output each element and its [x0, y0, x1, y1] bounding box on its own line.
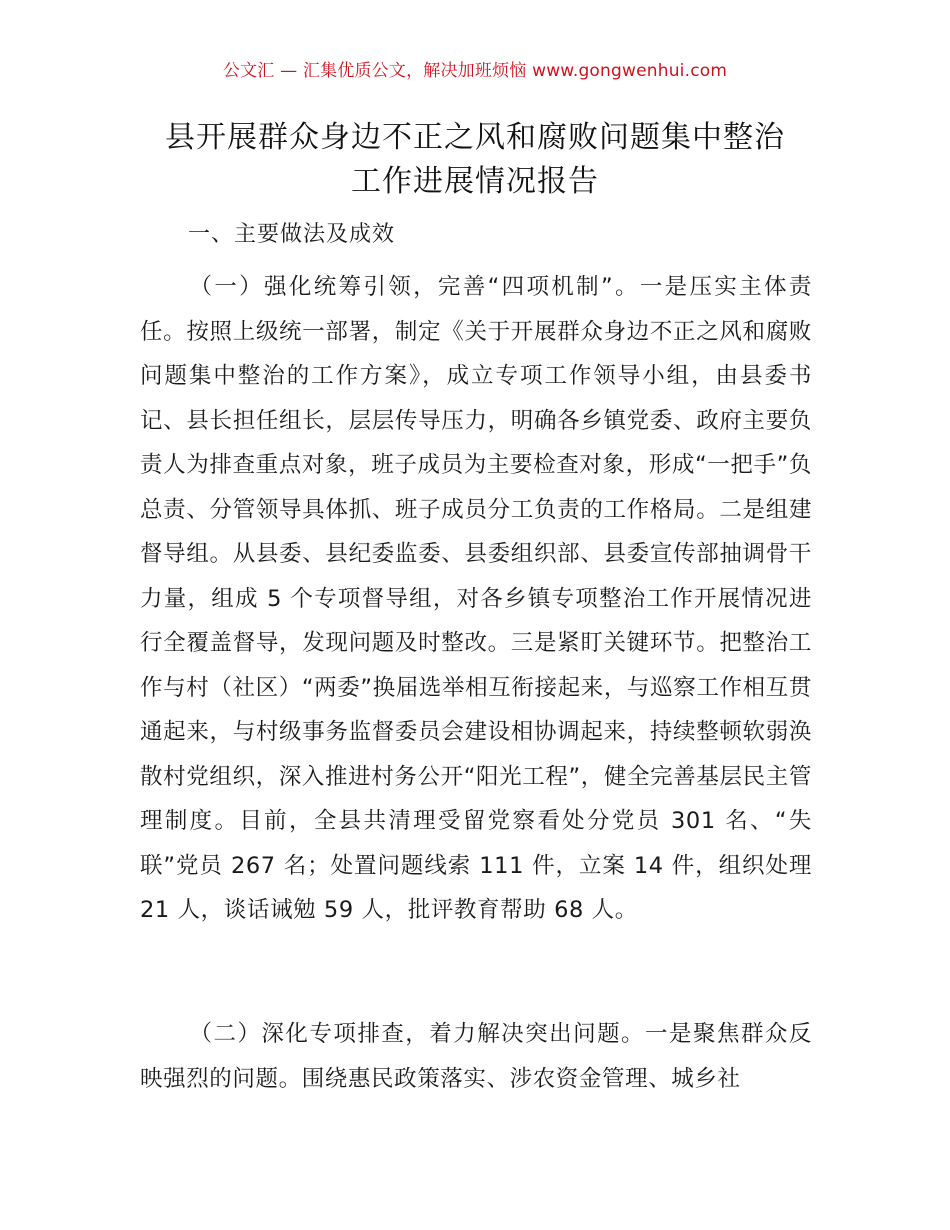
title-line-1: 县开展群众身边不正之风和腐败问题集中整治: [165, 120, 785, 155]
body-paragraph: （一）强化统筹引领，完善“四项机制”。一是压实主体责任。按照上级统一部署，制定《关于开展群众身边不正之风和腐败问题集中整治的工作方案》，成立专项工作领导小组，由县委书记、县长担任组长，层层传导压力，明确各乡镇党委、政府主要负责人为排查重点对象，班子成员为主要检查对象，形成“一把手”负总责、分管领导具体抓、班子成员分工负责的工作格局。二是组建督导组。从县委、县纪委监委、县委组织部、县委宣传部抽调骨干力量，组成 5 个专项督导组，对各乡镇专项整治工作开展情况进行全覆盖督导，发现问题及时整改。三是紧盯关键环节。把整治工作与村（社区）“两委”换届选举相互衔接起来，与巡察工作相互贯通起来，与村级事务监督委员会建设相协调起来，持续整顿软弱涣散村党组织，深入推进村务公开“阳光工程”，健全完善基层民主管理制度。目前，全县共清理受留党察看处分党员 301 名、“失联”党员 267 名；处置问题线索 111 件，立案 14 件，组织处理 21 人，谈话诫勉 59 人，批评教育帮助 68 人。: [140, 274, 812, 923]
header-banner[interactable]: 公文汇 — 汇集优质公文，解决加班烦恼 www.gongwenhui.com: [222, 61, 728, 81]
document-title: [120, 116, 830, 204]
section-heading: 一、主要做法及成效: [188, 222, 396, 247]
title-line-2: 工作进展情况报告: [351, 164, 599, 199]
body-paragraph: （二）深化专项排查，着力解决突出问题。一是聚焦群众反映强烈的问题。围绕惠民政策落实、涉农资金管理、城乡社: [140, 1021, 812, 1092]
